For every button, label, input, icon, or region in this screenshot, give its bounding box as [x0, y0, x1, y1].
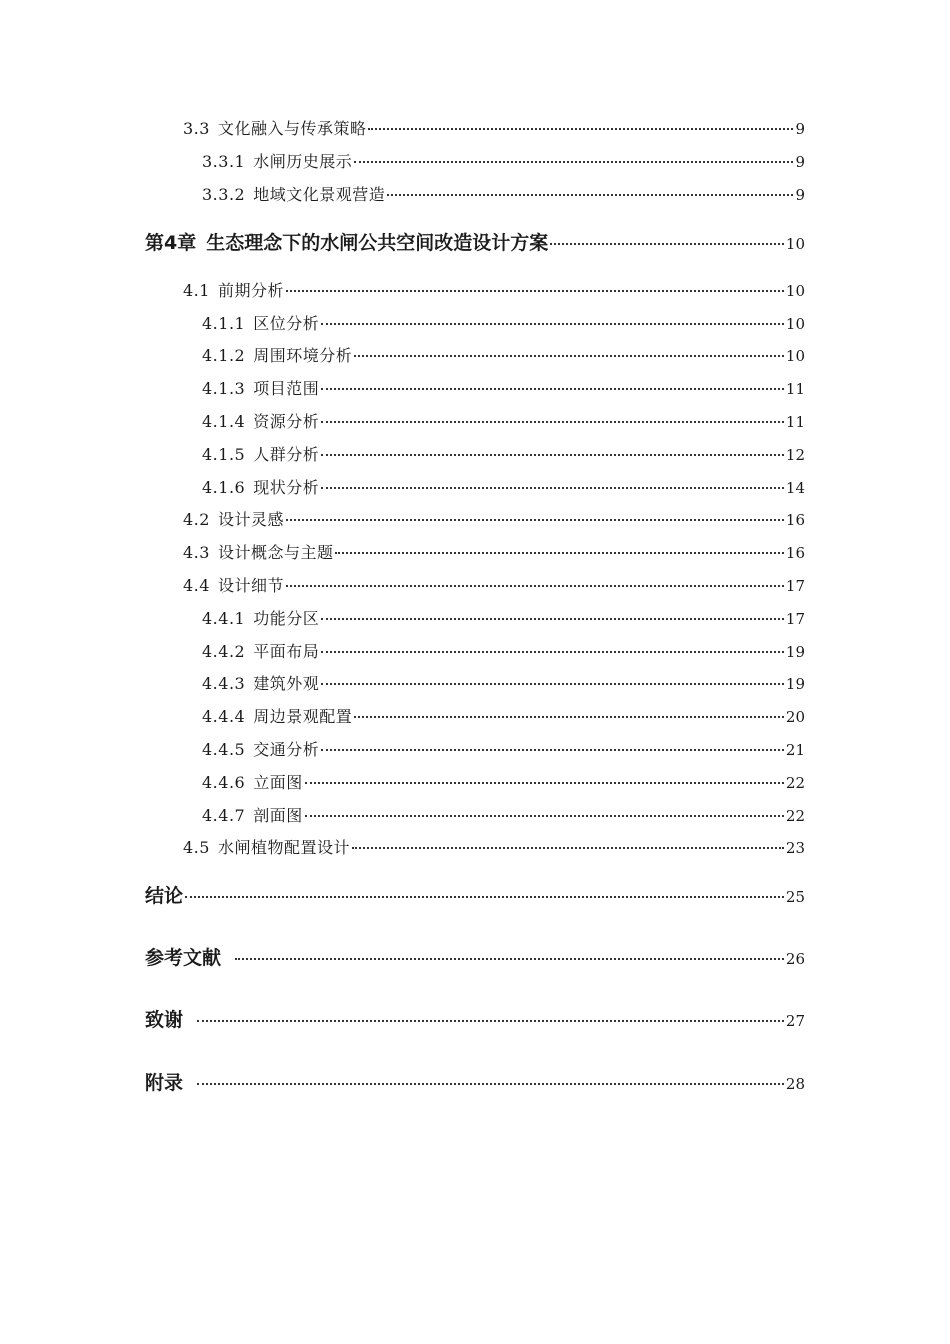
toc-page-number: 22 — [785, 774, 805, 792]
toc-page-number: 16 — [785, 511, 805, 529]
toc-number: 4.4.7 — [202, 806, 246, 825]
toc-entry-4-3[interactable] — [183, 540, 805, 563]
toc-title: 立面图 — [253, 773, 303, 792]
toc-title: 水闸植物配置设计 — [217, 838, 350, 857]
toc-page-number: 25 — [785, 888, 805, 906]
toc-leader-dots — [335, 552, 783, 554]
toc-title: 人群分析 — [253, 445, 320, 464]
toc-entry-4-4-7[interactable] — [202, 803, 805, 826]
toc-number: 4.4.5 — [202, 740, 246, 759]
toc-leader-dots — [321, 651, 784, 653]
toc-page-number: 10 — [785, 315, 805, 333]
toc-entry-3-3-2[interactable] — [202, 182, 805, 205]
toc-title: 建筑外观 — [253, 674, 320, 693]
toc-entry-4-4-5[interactable] — [202, 737, 805, 760]
toc-title: 区位分析 — [253, 314, 320, 333]
toc-number: 4.1.5 — [202, 445, 246, 464]
toc-number: 4.1.4 — [202, 412, 246, 431]
toc-leader-dots — [235, 958, 784, 960]
toc-leader-dots — [368, 128, 793, 130]
toc-entry-4-1-2[interactable] — [202, 343, 805, 366]
toc-leader-dots — [354, 716, 784, 718]
toc-number: 4.4.6 — [202, 773, 246, 792]
toc-entry-4-4-6[interactable] — [202, 770, 805, 793]
toc-title: 资源分析 — [253, 412, 320, 431]
toc-page-number: 19 — [785, 675, 805, 693]
toc-entry-4-4-2[interactable] — [202, 639, 805, 662]
toc-number: 4.4.2 — [202, 642, 246, 661]
toc-title: 周边景观配置 — [253, 707, 353, 726]
toc-entry-4-1-6[interactable] — [202, 475, 805, 498]
toc-title: 水闸历史展示 — [253, 152, 353, 171]
toc-entry-4-4-1[interactable] — [202, 606, 805, 629]
toc-leader-dots — [354, 355, 784, 357]
toc-number: 3.3.1 — [202, 152, 246, 171]
toc-title: 结论 — [145, 885, 184, 907]
toc-number: 4.4.1 — [202, 609, 246, 628]
toc-leader-dots — [286, 585, 784, 587]
toc-leader-dots — [321, 749, 784, 751]
toc-page-number: 9 — [795, 153, 805, 171]
toc-number: 4.4.3 — [202, 674, 246, 693]
toc-entry-acknowledgements[interactable] — [145, 1005, 805, 1032]
toc-title: 附录 — [145, 1072, 184, 1094]
toc-page-number: 11 — [785, 413, 805, 431]
toc-title: 参考文献 — [145, 947, 222, 969]
toc-leader-dots — [321, 388, 784, 390]
toc-number: 4.5 — [183, 838, 210, 857]
toc-title: 文化融入与传承策略 — [217, 119, 367, 138]
toc-number: 3.3 — [183, 119, 210, 138]
toc-title: 地域文化景观营造 — [253, 185, 386, 204]
toc-entry-4-1[interactable] — [183, 278, 805, 301]
toc-number: 4.1 — [183, 281, 210, 300]
toc-page-number: 10 — [785, 347, 805, 365]
toc-leader-dots — [352, 847, 784, 849]
toc-entry-appendix[interactable] — [145, 1068, 805, 1095]
toc-number: 4.1.3 — [202, 379, 246, 398]
toc-entry-4-4-3[interactable] — [202, 671, 805, 694]
toc-leader-dots — [321, 454, 784, 456]
toc-page-number: 20 — [785, 708, 805, 726]
toc-entry-4-4[interactable] — [183, 573, 805, 596]
toc-number: 4.4.4 — [202, 707, 246, 726]
toc-page-number: 19 — [785, 643, 805, 661]
toc-entry-references[interactable] — [145, 943, 805, 970]
toc-entry-chapter-4[interactable] — [145, 228, 805, 255]
toc-leader-dots — [321, 421, 784, 423]
toc-page-number: 14 — [785, 479, 805, 497]
toc-title: 设计细节 — [217, 576, 284, 595]
toc-number: 4.3 — [183, 543, 210, 562]
toc-leader-dots — [321, 683, 784, 685]
toc-number: 4.1.2 — [202, 346, 246, 365]
toc-page-number: 22 — [785, 807, 805, 825]
toc-page-number: 9 — [795, 120, 805, 138]
toc-page-number: 28 — [785, 1075, 805, 1093]
toc-number: 4.1.6 — [202, 478, 246, 497]
toc-leader-dots — [387, 194, 793, 196]
toc-entry-conclusion[interactable] — [145, 881, 805, 908]
toc-title: 生态理念下的水闸公共空间改造设计方案 — [206, 232, 549, 254]
toc-entry-4-4-4[interactable] — [202, 704, 805, 727]
toc-entry-3-3[interactable] — [183, 116, 805, 139]
toc-title: 设计灵感 — [217, 510, 284, 529]
toc-page-number: 17 — [785, 610, 805, 628]
toc-number: 4.1.1 — [202, 314, 246, 333]
toc-page-number: 10 — [785, 282, 805, 300]
toc-leader-dots — [550, 243, 784, 245]
toc-leader-dots — [305, 815, 784, 817]
toc-leader-dots — [286, 290, 784, 292]
toc-title: 现状分析 — [253, 478, 320, 497]
toc-leader-dots — [321, 323, 784, 325]
toc-entry-4-1-3[interactable] — [202, 376, 805, 399]
toc-chapter-number: 第4章 — [145, 232, 197, 254]
toc-title: 平面布局 — [253, 642, 320, 661]
toc-entry-4-1-4[interactable] — [202, 409, 805, 432]
toc-page-number: 9 — [795, 186, 805, 204]
toc-page-number: 17 — [785, 577, 805, 595]
toc-leader-dots — [197, 1083, 784, 1085]
toc-leader-dots — [321, 487, 784, 489]
toc-number: 3.3.2 — [202, 185, 246, 204]
toc-page-number: 21 — [785, 741, 805, 759]
toc-title: 设计概念与主题 — [217, 543, 334, 562]
toc-title: 周围环境分析 — [253, 346, 353, 365]
toc-page-number: 23 — [785, 839, 805, 857]
toc-entry-4-5[interactable] — [183, 835, 805, 858]
toc-title: 致谢 — [145, 1009, 184, 1031]
toc-leader-dots — [354, 161, 793, 163]
toc-number: 4.2 — [183, 510, 210, 529]
toc-title: 前期分析 — [217, 281, 284, 300]
toc-entry-4-1-1[interactable] — [202, 311, 805, 334]
toc-title: 功能分区 — [253, 609, 320, 628]
toc-leader-dots — [286, 519, 784, 521]
toc-leader-dots — [305, 782, 784, 784]
toc-leader-dots — [197, 1020, 784, 1022]
toc-leader-dots — [185, 896, 784, 898]
toc-page-number: 12 — [785, 446, 805, 464]
toc-page-number: 26 — [785, 950, 805, 968]
toc-page-number: 11 — [785, 380, 805, 398]
toc-number: 4.4 — [183, 576, 210, 595]
toc-title: 项目范围 — [253, 379, 320, 398]
toc-entry-3-3-1[interactable] — [202, 149, 805, 172]
toc-title: 交通分析 — [253, 740, 320, 759]
toc-page-number: 10 — [785, 235, 805, 253]
toc-entry-4-1-5[interactable] — [202, 442, 805, 465]
toc-entry-4-2[interactable] — [183, 507, 805, 530]
toc-title: 剖面图 — [253, 806, 303, 825]
toc-page-number: 16 — [785, 544, 805, 562]
toc-page-number: 27 — [785, 1012, 805, 1030]
toc-leader-dots — [321, 618, 784, 620]
